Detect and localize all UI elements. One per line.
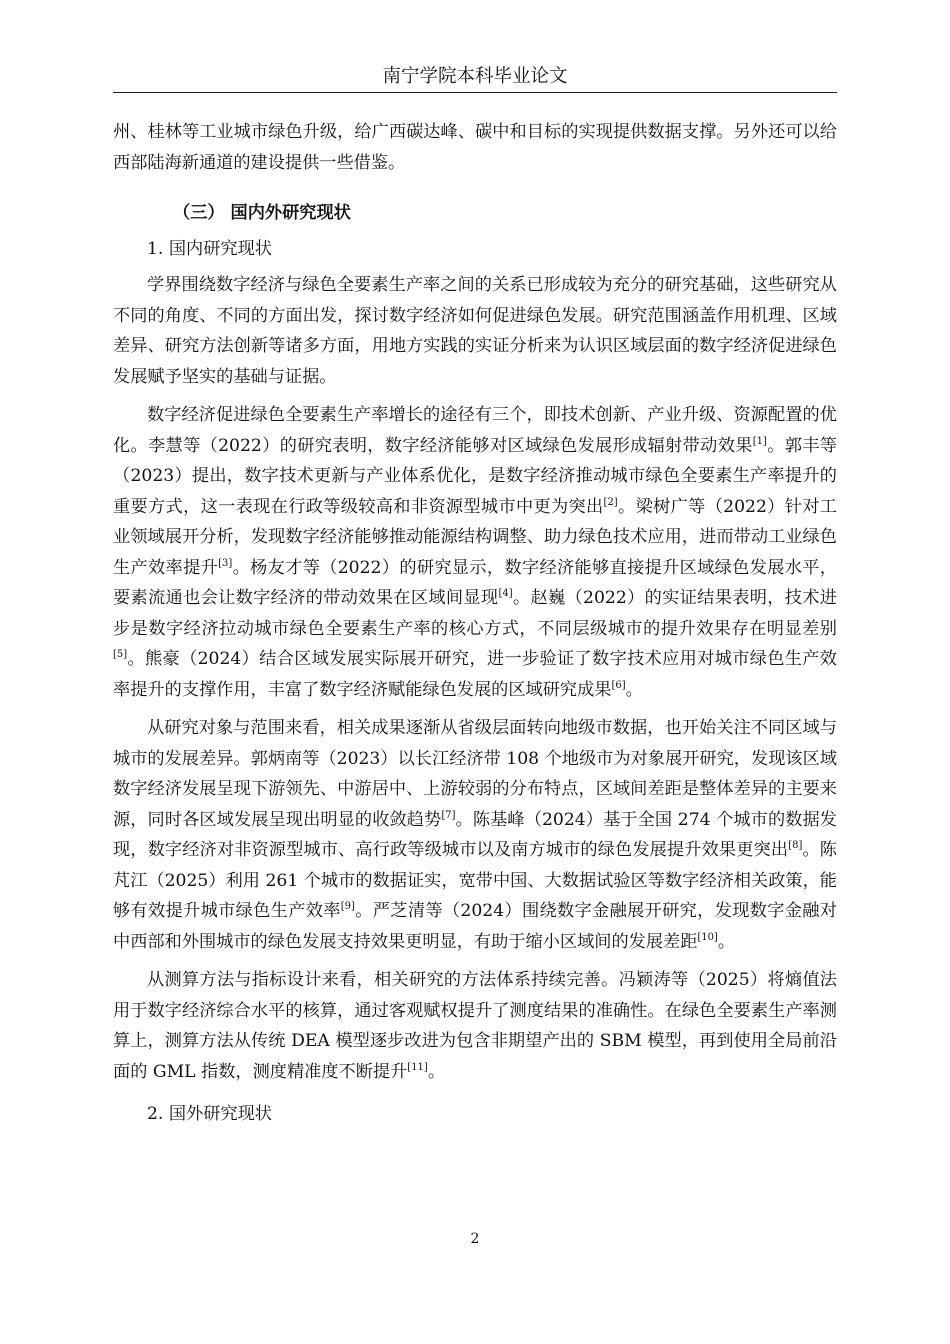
paragraph-text: 。陈芃江（2025）利用 261 个城市的数据证实，宽带中国、大数据试验区等数字经济相关政策，能够有效提升城市绿色生产效率: [113, 840, 837, 921]
citation-ref: [1]: [752, 435, 767, 447]
running-header: 南宁学院本科毕业论文: [113, 64, 837, 93]
paragraph-text: 从测算方法与指标设计来看，相关研究的方法体系持续完善。冯颖涛等（2025）将熵值法用于数字经济综合水平的核算，通过客观赋权提升了测度结果的准确性。在绿色全要素生产率测算上，测算方法从传统 DEA 模型逐步改进为包含非期望产出的 SBM 模型，再到使用全局前沿面的 GML 指数，测度精准度不断提升: [113, 970, 837, 1082]
paragraph-text: 。熊豪（2024）结合区域发展实际展开研究，进一步验证了数字技术应用对城市绿色生产效率提升的支撑作用，丰富了数字经济赋能绿色发展的区域研究成果: [113, 649, 837, 700]
paragraph-text: 。: [717, 931, 736, 952]
domestic-paragraph-1: 学界围绕数字经济与绿色全要素生产率之间的关系已形成较为充分的研究基础，这些研究从不同的角度、不同的方面出发，探讨数字经济如何促进绿色发展。研究范围涵盖作用机理、区域差异、研究方法创新等诸多方面，用地方实践的实证分析来为认识区域层面的数字经济促进绿色发展赋予坚实的基础与证据。: [113, 275, 837, 387]
foreign-research-heading: 2. 国外研究现状: [147, 1104, 272, 1124]
citation-ref: [6]: [611, 679, 626, 691]
paragraph-text: 数字经济促进绿色全要素生产率增长的途径有三个，即技术创新、产业升级、资源配置的优化。李慧等（2022）的研究表明，数字经济能够对区域绿色发展形成辐射带动效果: [113, 405, 837, 456]
page-number: 2: [470, 1231, 480, 1247]
page-body: [113, 117, 837, 1135]
citation-ref: [5]: [113, 649, 128, 660]
section-heading: （三） 国内外研究现状: [173, 203, 351, 223]
paragraph-text: 。严芝清等（2024）围绕数字金融展开研究，发现数字金融对中西部和外围城市的绿色发展支持效果更明显，有助于缩小区域间的发展差距: [113, 901, 837, 952]
citation-ref: [2]: [603, 496, 618, 508]
citation-ref: [8]: [788, 840, 803, 851]
paragraph-text: 。: [625, 679, 643, 700]
intro-paragraph: 州、桂林等工业城市绿色升级，给广西碳达峰、碳中和目标的实现提供数据支撑。另外还可以给西部陆海新通道的建设提供一些借鉴。: [113, 122, 837, 173]
paragraph-text: 。赵巍（2022）的实证结果表明，技术进步是数字经济拉动城市绿色全要素生产率的核心方式，不同层级城市的提升效果存在明显差别: [113, 588, 837, 639]
citation-ref: [3]: [218, 557, 233, 569]
domestic-research-heading: 1. 国内研究现状: [147, 238, 272, 259]
paragraph-text: 。: [427, 1061, 446, 1082]
citation-ref: [11]: [407, 1061, 428, 1073]
paragraph-text: 。郭丰等（2023）提出，数字技术更新与产业体系优化，是数字经济推动城市绿色全要素生产率提升的重要方式，这一表现在行政等级较高和非资源型城市中更为突出: [113, 435, 837, 517]
domestic-paragraph-4: [113, 965, 837, 1087]
domestic-paragraph-3: [113, 713, 837, 957]
paragraph-text: 。梁树广等（2022）针对工业领域展开分析，发现数字经济能够推动能源结构调整、助力绿色技术应用，进而带动工业绿色生产效率提升: [113, 496, 837, 578]
paragraph-text: 。陈基峰（2024）基于全国 274 个城市的数据发现，数字经济对非资源型城市、高行政等级城市以及南方城市的绿色发展提升效果更突出: [113, 809, 837, 860]
citation-ref: [10]: [697, 931, 718, 943]
citation-ref: [7]: [441, 809, 456, 821]
domestic-paragraph-2: [113, 400, 837, 705]
citation-ref: [9]: [340, 901, 355, 912]
paragraph-text: 从研究对象与范围来看，相关成果逐渐从省级层面转向地级市数据，也开始关注不同区域与城市的发展差异。郭炳南等（2023）以长江经济带 108 个地级市为对象展开研究，发现该区域数字经济发展呈现下游领先、中游居中、上游较弱的分布特点，区域间差距是整体差异的主要来源，同时各区域发展呈现出明显的收敛趋势: [113, 718, 837, 830]
citation-ref: [4]: [498, 588, 513, 599]
paragraph-text: 。杨友才等（2022）的研究显示，数字经济能够直接提升区域绿色发展水平，要素流通也会让数字经济的带动效果在区域间显现: [113, 557, 837, 608]
